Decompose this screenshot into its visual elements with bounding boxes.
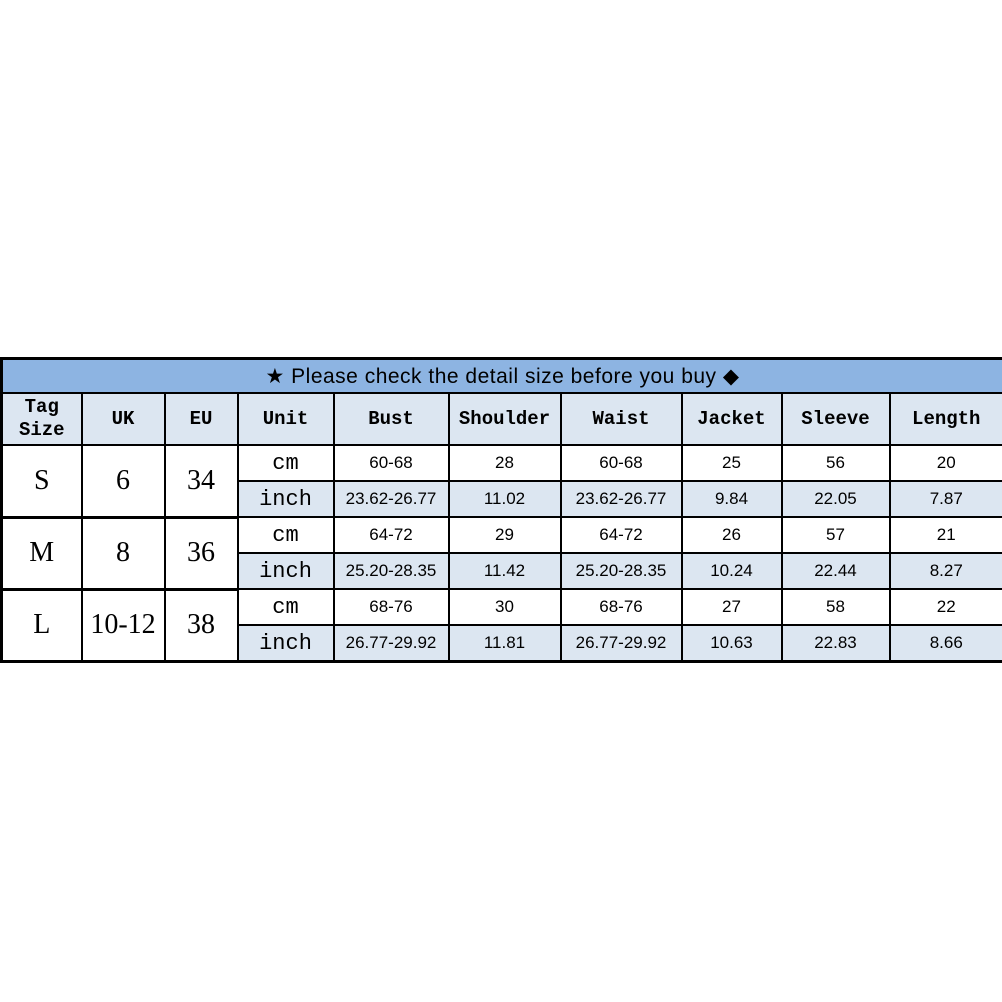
unit-label-inch: inch xyxy=(238,625,334,662)
row-s-cm xyxy=(2,445,1002,481)
eu-size-s: 34 xyxy=(165,445,238,517)
data-cell: 10.63 xyxy=(682,625,782,662)
col-header-sleeve: Sleeve xyxy=(782,393,890,445)
data-cell: 64-72 xyxy=(334,517,449,553)
data-cell: 26.77-29.92 xyxy=(334,625,449,662)
data-cell: 11.42 xyxy=(449,553,561,589)
col-header-length: Length xyxy=(890,393,1002,445)
data-cell: 28 xyxy=(449,445,561,481)
data-cell: 26.77-29.92 xyxy=(561,625,682,662)
col-header-waist: Waist xyxy=(561,393,682,445)
uk-size-m: 8 xyxy=(82,517,165,589)
data-cell: 60-68 xyxy=(561,445,682,481)
data-cell: 29 xyxy=(449,517,561,553)
data-cell: 11.02 xyxy=(449,481,561,517)
data-cell: 25.20-28.35 xyxy=(561,553,682,589)
data-cell: 23.62-26.77 xyxy=(334,481,449,517)
col-header-jacket: Jacket xyxy=(682,393,782,445)
data-cell: 10.24 xyxy=(682,553,782,589)
data-cell: 56 xyxy=(782,445,890,481)
data-cell: 25 xyxy=(682,445,782,481)
data-cell: 21 xyxy=(890,517,1002,553)
data-cell: 26 xyxy=(682,517,782,553)
unit-label-cm: cm xyxy=(238,445,334,481)
uk-size-l: 10-12 xyxy=(82,589,165,662)
row-l-cm xyxy=(2,589,1002,625)
col-header-unit: Unit xyxy=(238,393,334,445)
title-row xyxy=(2,359,1002,394)
data-cell: 27 xyxy=(682,589,782,625)
row-m-cm xyxy=(2,517,1002,553)
data-cell: 11.81 xyxy=(449,625,561,662)
data-cell: 22 xyxy=(890,589,1002,625)
data-cell: 58 xyxy=(782,589,890,625)
table-title: ★ Please check the detail size before you buy ◆ xyxy=(2,359,1002,394)
tag-size-s: S xyxy=(2,445,82,517)
eu-size-m: 36 xyxy=(165,517,238,589)
unit-label-cm: cm xyxy=(238,589,334,625)
unit-label-inch: inch xyxy=(238,481,334,517)
tag-size-l: L xyxy=(2,589,82,662)
data-cell: 68-76 xyxy=(561,589,682,625)
data-cell: 68-76 xyxy=(334,589,449,625)
header-row xyxy=(2,393,1002,445)
data-cell: 57 xyxy=(782,517,890,553)
data-cell: 60-68 xyxy=(334,445,449,481)
col-header-shoulder: Shoulder xyxy=(449,393,561,445)
data-cell: 23.62-26.77 xyxy=(561,481,682,517)
unit-label-cm: cm xyxy=(238,517,334,553)
unit-label-inch: inch xyxy=(238,553,334,589)
size-chart-table xyxy=(0,357,1002,663)
data-cell: 8.66 xyxy=(890,625,1002,662)
data-cell: 8.27 xyxy=(890,553,1002,589)
col-header-tag-size: Tag Size xyxy=(2,393,82,445)
data-cell: 20 xyxy=(890,445,1002,481)
uk-size-s: 6 xyxy=(82,445,165,517)
col-header-eu: EU xyxy=(165,393,238,445)
data-cell: 25.20-28.35 xyxy=(334,553,449,589)
data-cell: 64-72 xyxy=(561,517,682,553)
data-cell: 7.87 xyxy=(890,481,1002,517)
tag-size-m: M xyxy=(2,517,82,589)
data-cell: 22.05 xyxy=(782,481,890,517)
data-cell: 22.83 xyxy=(782,625,890,662)
col-header-bust: Bust xyxy=(334,393,449,445)
data-cell: 30 xyxy=(449,589,561,625)
data-cell: 9.84 xyxy=(682,481,782,517)
col-header-uk: UK xyxy=(82,393,165,445)
data-cell: 22.44 xyxy=(782,553,890,589)
eu-size-l: 38 xyxy=(165,589,238,662)
